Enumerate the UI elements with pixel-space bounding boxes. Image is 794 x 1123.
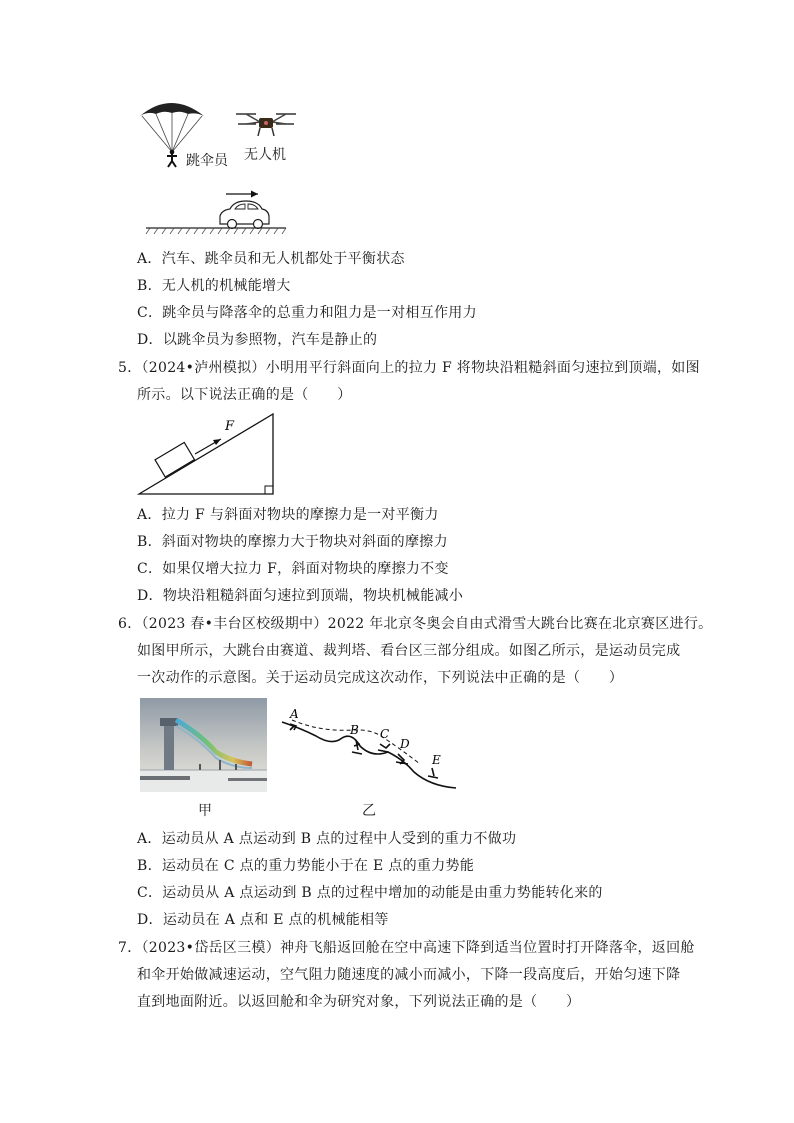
point-e-label: E — [432, 753, 441, 767]
q5-option-c: C．如果仅增大拉力 F，斜面对物块的摩擦力不变 — [137, 561, 449, 577]
drone-label: 无人机 — [244, 147, 286, 163]
incline-diagram — [137, 412, 277, 497]
skier-path-diagram — [280, 706, 460, 796]
q5-force-label: F — [225, 419, 235, 434]
q6-stem-line-2: 如图甲所示，大跳台由赛道、裁判塔、看台区三部分组成。如图乙所示，是运动员完成 — [137, 643, 681, 659]
parachutist-label: 跳伞员 — [186, 153, 228, 169]
q7-stem-line-3: 直到地面附近。以返回舱和伞为研究对象，下列说法正确的是（ ） — [137, 994, 581, 1010]
q5-option-d: D．物块沿粗糙斜面匀速拉到顶端，物块机械能减小 — [137, 588, 464, 604]
q6-stem-line-3: 一次动作的示意图。关于运动员完成这次动作，下列说法中正确的是（ ） — [137, 670, 624, 686]
q7-stem-line-1: 7．（2023•岱岳区三模）神舟飞船返回舱在空中高速下降到适当位置时打开降落伞，返回舱 — [118, 940, 695, 956]
point-c-label: C — [380, 727, 390, 741]
q5-stem-line-2: 所示。以下说法正确的是（ ） — [137, 387, 352, 403]
q4-option-b: B．无人机的机械能增大 — [137, 278, 291, 294]
q4-option-d: D．以跳伞员为参照物，汽车是静止的 — [137, 332, 378, 348]
q5-option-a: A．拉力 F 与斜面对物块的摩擦力是一对平衡力 — [137, 507, 439, 523]
point-b-label: B — [350, 723, 359, 737]
point-d-label: D — [400, 737, 410, 751]
photo-caption: 甲 — [198, 803, 212, 819]
car-icon — [146, 186, 286, 236]
q6-option-c: C．运动员从 A 点运动到 B 点的过程中增加的动能是由重力势能转化来的 — [137, 885, 603, 901]
q4-option-a: A．汽车、跳伞员和无人机都处于平衡状态 — [137, 251, 405, 267]
diagram-caption: 乙 — [362, 803, 376, 819]
point-a-label: A — [290, 707, 299, 721]
q6-stem-line-1: 6．（2023 春•丰台区校级期中）2022 年北京冬奥会自由式滑雪大跳台比赛在北京赛区进行。 — [118, 616, 713, 632]
q4-option-c: C．跳伞员与降落伞的总重力和阻力是一对相互作用力 — [137, 305, 477, 321]
q7-stem-line-2: 和伞开始做减速运动，空气阻力随速度的减小而减小，下降一段高度后，开始匀速下降 — [137, 967, 681, 983]
q6-option-a: A．运动员从 A 点运动到 B 点的过程中人受到的重力不做功 — [137, 831, 517, 847]
q6-option-b: B．运动员在 C 点的重力势能小于在 E 点的重力势能 — [137, 858, 475, 874]
q5-stem-line-1: 5．（2024•泸州模拟）小明用平行斜面向上的拉力 F 将物块沿粗糙斜面匀速拉到顶端，如图 — [118, 360, 700, 376]
q6-option-d: D．运动员在 A 点和 E 点的机械能相等 — [137, 912, 389, 928]
drone-icon — [234, 110, 298, 140]
ski-jump-photo — [140, 698, 267, 792]
q5-option-b: B．斜面对物块的摩擦力大于物块对斜面的摩擦力 — [137, 534, 448, 550]
